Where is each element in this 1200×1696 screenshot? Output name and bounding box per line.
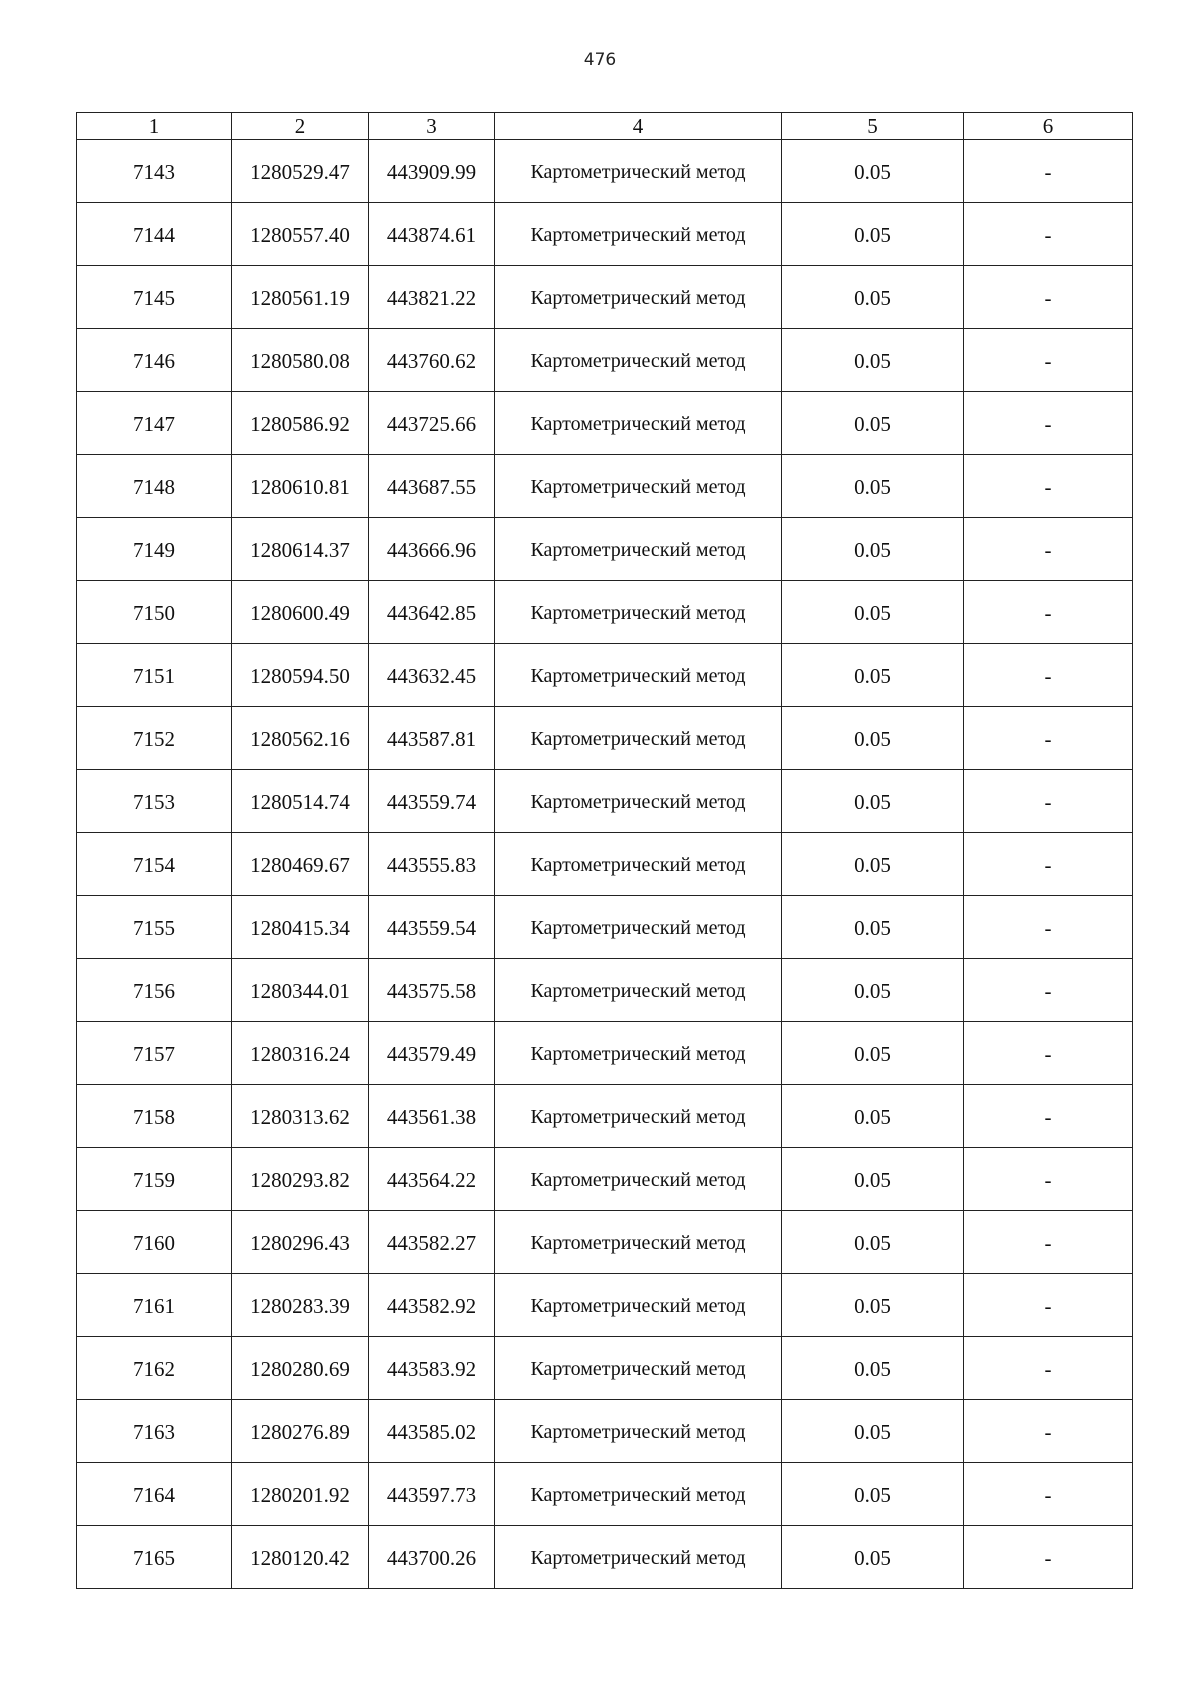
accuracy-cell: 0.05 bbox=[782, 833, 964, 896]
table-row bbox=[77, 1400, 1133, 1463]
point-number-cell: 7158 bbox=[77, 1085, 232, 1148]
x-coordinate-cell: 1280562.16 bbox=[232, 707, 369, 770]
y-coordinate-cell: 443909.99 bbox=[369, 140, 495, 203]
note-cell: - bbox=[964, 1400, 1133, 1463]
x-coordinate-cell: 1280469.67 bbox=[232, 833, 369, 896]
method-cell: Картометрический метод bbox=[495, 833, 782, 896]
column-header-2: 2 bbox=[232, 113, 369, 140]
method-cell: Картометрический метод bbox=[495, 1274, 782, 1337]
x-coordinate-cell: 1280557.40 bbox=[232, 203, 369, 266]
point-number-cell: 7153 bbox=[77, 770, 232, 833]
accuracy-cell: 0.05 bbox=[782, 392, 964, 455]
accuracy-cell: 0.05 bbox=[782, 1463, 964, 1526]
y-coordinate-cell: 443579.49 bbox=[369, 1022, 495, 1085]
method-cell: Картометрический метод bbox=[495, 959, 782, 1022]
note-cell: - bbox=[964, 1022, 1133, 1085]
table-row bbox=[77, 1274, 1133, 1337]
y-coordinate-cell: 443582.27 bbox=[369, 1211, 495, 1274]
x-coordinate-cell: 1280580.08 bbox=[232, 329, 369, 392]
accuracy-cell: 0.05 bbox=[782, 1022, 964, 1085]
y-coordinate-cell: 443666.96 bbox=[369, 518, 495, 581]
table-row bbox=[77, 1526, 1133, 1589]
method-cell: Картометрический метод bbox=[495, 1526, 782, 1589]
y-coordinate-cell: 443687.55 bbox=[369, 455, 495, 518]
accuracy-cell: 0.05 bbox=[782, 140, 964, 203]
y-coordinate-cell: 443642.85 bbox=[369, 581, 495, 644]
point-number-cell: 7154 bbox=[77, 833, 232, 896]
x-coordinate-cell: 1280316.24 bbox=[232, 1022, 369, 1085]
note-cell: - bbox=[964, 1211, 1133, 1274]
accuracy-cell: 0.05 bbox=[782, 1148, 964, 1211]
accuracy-cell: 0.05 bbox=[782, 203, 964, 266]
table-row bbox=[77, 581, 1133, 644]
y-coordinate-cell: 443564.22 bbox=[369, 1148, 495, 1211]
table-row bbox=[77, 329, 1133, 392]
method-cell: Картометрический метод bbox=[495, 1148, 782, 1211]
table-row bbox=[77, 203, 1133, 266]
point-number-cell: 7146 bbox=[77, 329, 232, 392]
point-number-cell: 7147 bbox=[77, 392, 232, 455]
accuracy-cell: 0.05 bbox=[782, 896, 964, 959]
column-header-1: 1 bbox=[77, 113, 232, 140]
y-coordinate-cell: 443700.26 bbox=[369, 1526, 495, 1589]
method-cell: Картометрический метод bbox=[495, 1463, 782, 1526]
y-coordinate-cell: 443561.38 bbox=[369, 1085, 495, 1148]
point-number-cell: 7162 bbox=[77, 1337, 232, 1400]
x-coordinate-cell: 1280276.89 bbox=[232, 1400, 369, 1463]
table-row bbox=[77, 455, 1133, 518]
y-coordinate-cell: 443575.58 bbox=[369, 959, 495, 1022]
column-header-4: 4 bbox=[495, 113, 782, 140]
y-coordinate-cell: 443555.83 bbox=[369, 833, 495, 896]
x-coordinate-cell: 1280201.92 bbox=[232, 1463, 369, 1526]
method-cell: Картометрический метод bbox=[495, 1085, 782, 1148]
accuracy-cell: 0.05 bbox=[782, 266, 964, 329]
x-coordinate-cell: 1280415.34 bbox=[232, 896, 369, 959]
x-coordinate-cell: 1280610.81 bbox=[232, 455, 369, 518]
accuracy-cell: 0.05 bbox=[782, 518, 964, 581]
note-cell: - bbox=[964, 203, 1133, 266]
note-cell: - bbox=[964, 140, 1133, 203]
point-number-cell: 7155 bbox=[77, 896, 232, 959]
accuracy-cell: 0.05 bbox=[782, 707, 964, 770]
table-row bbox=[77, 770, 1133, 833]
x-coordinate-cell: 1280293.82 bbox=[232, 1148, 369, 1211]
note-cell: - bbox=[964, 1526, 1133, 1589]
table-row bbox=[77, 833, 1133, 896]
point-number-cell: 7144 bbox=[77, 203, 232, 266]
x-coordinate-cell: 1280561.19 bbox=[232, 266, 369, 329]
note-cell: - bbox=[964, 1463, 1133, 1526]
note-cell: - bbox=[964, 959, 1133, 1022]
method-cell: Картометрический метод bbox=[495, 896, 782, 959]
note-cell: - bbox=[964, 707, 1133, 770]
x-coordinate-cell: 1280283.39 bbox=[232, 1274, 369, 1337]
y-coordinate-cell: 443587.81 bbox=[369, 707, 495, 770]
note-cell: - bbox=[964, 1337, 1133, 1400]
table-body bbox=[77, 140, 1133, 1589]
table-row bbox=[77, 1148, 1133, 1211]
accuracy-cell: 0.05 bbox=[782, 1400, 964, 1463]
table-row bbox=[77, 959, 1133, 1022]
y-coordinate-cell: 443597.73 bbox=[369, 1463, 495, 1526]
accuracy-cell: 0.05 bbox=[782, 644, 964, 707]
column-header-6: 6 bbox=[964, 113, 1133, 140]
point-number-cell: 7164 bbox=[77, 1463, 232, 1526]
x-coordinate-cell: 1280120.42 bbox=[232, 1526, 369, 1589]
point-number-cell: 7165 bbox=[77, 1526, 232, 1589]
table-row bbox=[77, 707, 1133, 770]
accuracy-cell: 0.05 bbox=[782, 770, 964, 833]
table-row bbox=[77, 896, 1133, 959]
x-coordinate-cell: 1280586.92 bbox=[232, 392, 369, 455]
method-cell: Картометрический метод bbox=[495, 770, 782, 833]
point-number-cell: 7151 bbox=[77, 644, 232, 707]
x-coordinate-cell: 1280594.50 bbox=[232, 644, 369, 707]
accuracy-cell: 0.05 bbox=[782, 329, 964, 392]
x-coordinate-cell: 1280280.69 bbox=[232, 1337, 369, 1400]
point-number-cell: 7145 bbox=[77, 266, 232, 329]
y-coordinate-cell: 443585.02 bbox=[369, 1400, 495, 1463]
note-cell: - bbox=[964, 329, 1133, 392]
point-number-cell: 7148 bbox=[77, 455, 232, 518]
method-cell: Картометрический метод bbox=[495, 1337, 782, 1400]
method-cell: Картометрический метод bbox=[495, 392, 782, 455]
method-cell: Картометрический метод bbox=[495, 644, 782, 707]
table-row bbox=[77, 1337, 1133, 1400]
method-cell: Картометрический метод bbox=[495, 581, 782, 644]
note-cell: - bbox=[964, 770, 1133, 833]
point-number-cell: 7160 bbox=[77, 1211, 232, 1274]
accuracy-cell: 0.05 bbox=[782, 959, 964, 1022]
point-number-cell: 7161 bbox=[77, 1274, 232, 1337]
table-row bbox=[77, 518, 1133, 581]
y-coordinate-cell: 443632.45 bbox=[369, 644, 495, 707]
method-cell: Картометрический метод bbox=[495, 518, 782, 581]
note-cell: - bbox=[964, 581, 1133, 644]
note-cell: - bbox=[964, 392, 1133, 455]
note-cell: - bbox=[964, 455, 1133, 518]
accuracy-cell: 0.05 bbox=[782, 455, 964, 518]
x-coordinate-cell: 1280514.74 bbox=[232, 770, 369, 833]
method-cell: Картометрический метод bbox=[495, 455, 782, 518]
y-coordinate-cell: 443725.66 bbox=[369, 392, 495, 455]
method-cell: Картометрический метод bbox=[495, 203, 782, 266]
note-cell: - bbox=[964, 1085, 1133, 1148]
note-cell: - bbox=[964, 1274, 1133, 1337]
table-row bbox=[77, 1463, 1133, 1526]
method-cell: Картометрический метод bbox=[495, 1400, 782, 1463]
column-header-5: 5 bbox=[782, 113, 964, 140]
note-cell: - bbox=[964, 518, 1133, 581]
y-coordinate-cell: 443821.22 bbox=[369, 266, 495, 329]
note-cell: - bbox=[964, 644, 1133, 707]
note-cell: - bbox=[964, 896, 1133, 959]
y-coordinate-cell: 443559.54 bbox=[369, 896, 495, 959]
x-coordinate-cell: 1280614.37 bbox=[232, 518, 369, 581]
table-row bbox=[77, 1085, 1133, 1148]
table-row bbox=[77, 392, 1133, 455]
accuracy-cell: 0.05 bbox=[782, 1085, 964, 1148]
point-number-cell: 7149 bbox=[77, 518, 232, 581]
note-cell: - bbox=[964, 266, 1133, 329]
x-coordinate-cell: 1280600.49 bbox=[232, 581, 369, 644]
y-coordinate-cell: 443582.92 bbox=[369, 1274, 495, 1337]
point-number-cell: 7152 bbox=[77, 707, 232, 770]
point-number-cell: 7159 bbox=[77, 1148, 232, 1211]
method-cell: Картометрический метод bbox=[495, 1022, 782, 1085]
accuracy-cell: 0.05 bbox=[782, 1337, 964, 1400]
table-row bbox=[77, 140, 1133, 203]
table-row bbox=[77, 266, 1133, 329]
point-number-cell: 7143 bbox=[77, 140, 232, 203]
point-number-cell: 7163 bbox=[77, 1400, 232, 1463]
method-cell: Картометрический метод bbox=[495, 140, 782, 203]
y-coordinate-cell: 443559.74 bbox=[369, 770, 495, 833]
accuracy-cell: 0.05 bbox=[782, 1211, 964, 1274]
x-coordinate-cell: 1280313.62 bbox=[232, 1085, 369, 1148]
x-coordinate-cell: 1280344.01 bbox=[232, 959, 369, 1022]
column-header-3: 3 bbox=[369, 113, 495, 140]
method-cell: Картометрический метод bbox=[495, 1211, 782, 1274]
table-header-row bbox=[77, 113, 1133, 140]
y-coordinate-cell: 443583.92 bbox=[369, 1337, 495, 1400]
table-row bbox=[77, 644, 1133, 707]
page-number: 476 bbox=[583, 50, 617, 70]
table-row bbox=[77, 1211, 1133, 1274]
y-coordinate-cell: 443874.61 bbox=[369, 203, 495, 266]
point-number-cell: 7157 bbox=[77, 1022, 232, 1085]
method-cell: Картометрический метод bbox=[495, 329, 782, 392]
point-number-cell: 7150 bbox=[77, 581, 232, 644]
accuracy-cell: 0.05 bbox=[782, 1274, 964, 1337]
method-cell: Картометрический метод bbox=[495, 266, 782, 329]
x-coordinate-cell: 1280296.43 bbox=[232, 1211, 369, 1274]
y-coordinate-cell: 443760.62 bbox=[369, 329, 495, 392]
table-row bbox=[77, 1022, 1133, 1085]
method-cell: Картометрический метод bbox=[495, 707, 782, 770]
coordinates-table bbox=[76, 112, 1133, 1589]
accuracy-cell: 0.05 bbox=[782, 581, 964, 644]
x-coordinate-cell: 1280529.47 bbox=[232, 140, 369, 203]
accuracy-cell: 0.05 bbox=[782, 1526, 964, 1589]
point-number-cell: 7156 bbox=[77, 959, 232, 1022]
note-cell: - bbox=[964, 833, 1133, 896]
note-cell: - bbox=[964, 1148, 1133, 1211]
